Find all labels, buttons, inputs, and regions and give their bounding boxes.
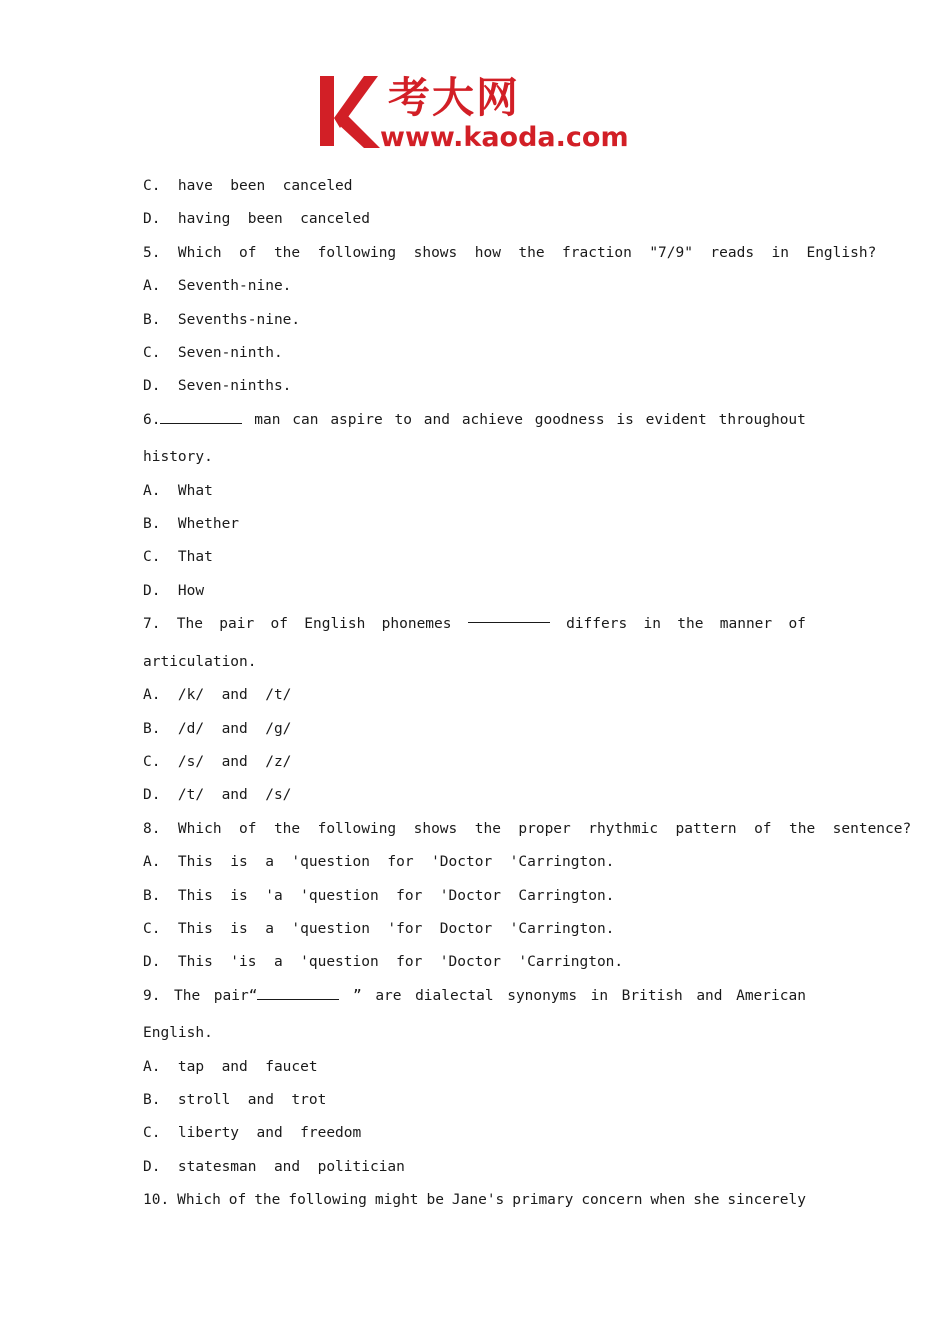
q9-word: in: [590, 987, 609, 1004]
q9-word: synonyms: [507, 987, 578, 1004]
q8-stem: 8. Which of the following shows the proper rhythmic pattern of the sentence?: [143, 820, 912, 837]
q7-option-a: A. /k/ and /t/: [143, 687, 292, 704]
q9-stem-continued: English.: [143, 1025, 213, 1042]
q10-stem: [143, 1184, 806, 1217]
q6-word: can: [292, 411, 319, 428]
q10-word: be: [426, 1192, 444, 1209]
q9-option-b: B. stroll and trot: [143, 1091, 327, 1108]
q9-word: and: [696, 987, 723, 1004]
q9-option-d: D. statesman and politician: [143, 1158, 405, 1175]
q9-option-a: A. tap and faucet: [143, 1058, 318, 1075]
q6-word: evident: [645, 411, 707, 428]
q8-option-d: D. This 'is a 'question for 'Doctor 'Carrington.: [143, 954, 624, 971]
q9-word: 9.: [143, 987, 161, 1004]
q9-word: dialectal: [415, 987, 494, 1004]
q10-word: Which: [177, 1192, 221, 1209]
q7-stem-continued: articulation.: [143, 653, 257, 670]
q6-option-c: C. That: [143, 549, 213, 566]
q7-option-c: C. /s/ and /z/: [143, 753, 292, 770]
answer-blank: [257, 985, 339, 1000]
q6-word: and: [423, 411, 450, 428]
q5-stem: 5. Which of the following shows how the fraction "7/9" reads in English?: [143, 244, 877, 261]
answer-blank: [468, 608, 550, 623]
q7-option-b: B. /d/ and /g/: [143, 720, 292, 737]
q7-word: pair: [219, 616, 255, 633]
q10-word: when: [650, 1192, 686, 1209]
q6-word: achieve: [461, 411, 523, 428]
q7-word: phonemes: [381, 616, 452, 633]
q6-stem: [143, 404, 806, 437]
q7-word: in: [643, 616, 661, 633]
q9-word: The: [174, 987, 201, 1004]
q6-option-b: B. Whether: [143, 516, 240, 533]
logo-brand-url: www.kaoda.com: [380, 122, 629, 153]
q10-word: sincerely: [727, 1192, 806, 1209]
logo-brand-chinese: 考大网: [388, 73, 521, 122]
q6-word: aspire: [330, 411, 383, 428]
q6-word: throughout: [718, 411, 806, 428]
q7-word: English: [304, 616, 366, 633]
q6-option-a: A. What: [143, 482, 213, 499]
q6-stem-continued: history.: [143, 449, 213, 466]
q6-word: man: [254, 411, 281, 428]
q6-option-d: D. How: [143, 582, 205, 599]
q7-word: The: [176, 616, 203, 633]
q10-word: following: [288, 1192, 367, 1209]
q5-option-d: D. Seven-ninths.: [143, 378, 292, 395]
q7-word: differs: [566, 616, 628, 633]
q7-word: of: [270, 616, 288, 633]
q7-word: the: [677, 616, 704, 633]
q6-number-blank: 6.: [143, 404, 242, 437]
q5-option-c: C. Seven-ninth.: [143, 345, 283, 362]
q7-option-d: D. /t/ and /s/: [143, 787, 292, 804]
q7-stem: [143, 608, 806, 641]
q6-word: goodness: [534, 411, 605, 428]
q10-word: of: [228, 1192, 247, 1209]
q10-word: 10.: [143, 1192, 170, 1209]
q8-option-a: A. This is a 'question for 'Doctor 'Carrington.: [143, 854, 615, 871]
q8-option-b: B. This is 'a 'question for 'Doctor Carrington.: [143, 887, 615, 904]
q10-word: primary: [512, 1192, 574, 1209]
q9-quote-close: ”: [353, 987, 362, 1004]
q10-word: might: [374, 1192, 419, 1209]
q10-word: Jane's: [451, 1192, 505, 1209]
q9-stem: [143, 980, 806, 1013]
q8-option-c: C. This is a 'question 'for Doctor 'Carrington.: [143, 920, 615, 937]
q9-option-c: C. liberty and freedom: [143, 1125, 362, 1142]
q5-option-a: A. Seventh-nine.: [143, 278, 292, 295]
q9-word: are: [375, 987, 402, 1004]
logo-k-mark-icon: [318, 72, 380, 150]
q5-option-b: B. Sevenths-nine.: [143, 311, 301, 328]
q9-word: American: [736, 987, 806, 1004]
q9-word: British: [621, 987, 683, 1004]
q10-word: the: [254, 1192, 281, 1209]
q9-pair-blank: pair“: [214, 980, 340, 1013]
kaoda-logo: [318, 72, 638, 160]
q7-word: manner: [719, 616, 773, 633]
document-body: [143, 170, 912, 1218]
answer-blank: [160, 409, 242, 424]
q6-word: to: [394, 411, 412, 428]
q4-option-c: C. have been canceled: [143, 178, 353, 194]
q10-word: she: [693, 1192, 720, 1209]
q7-word: of: [788, 616, 806, 633]
q4-option-d: D. having been canceled: [143, 211, 370, 228]
q7-word: 7.: [143, 616, 161, 633]
q10-word: concern: [581, 1192, 643, 1209]
q6-word: is: [616, 411, 634, 428]
